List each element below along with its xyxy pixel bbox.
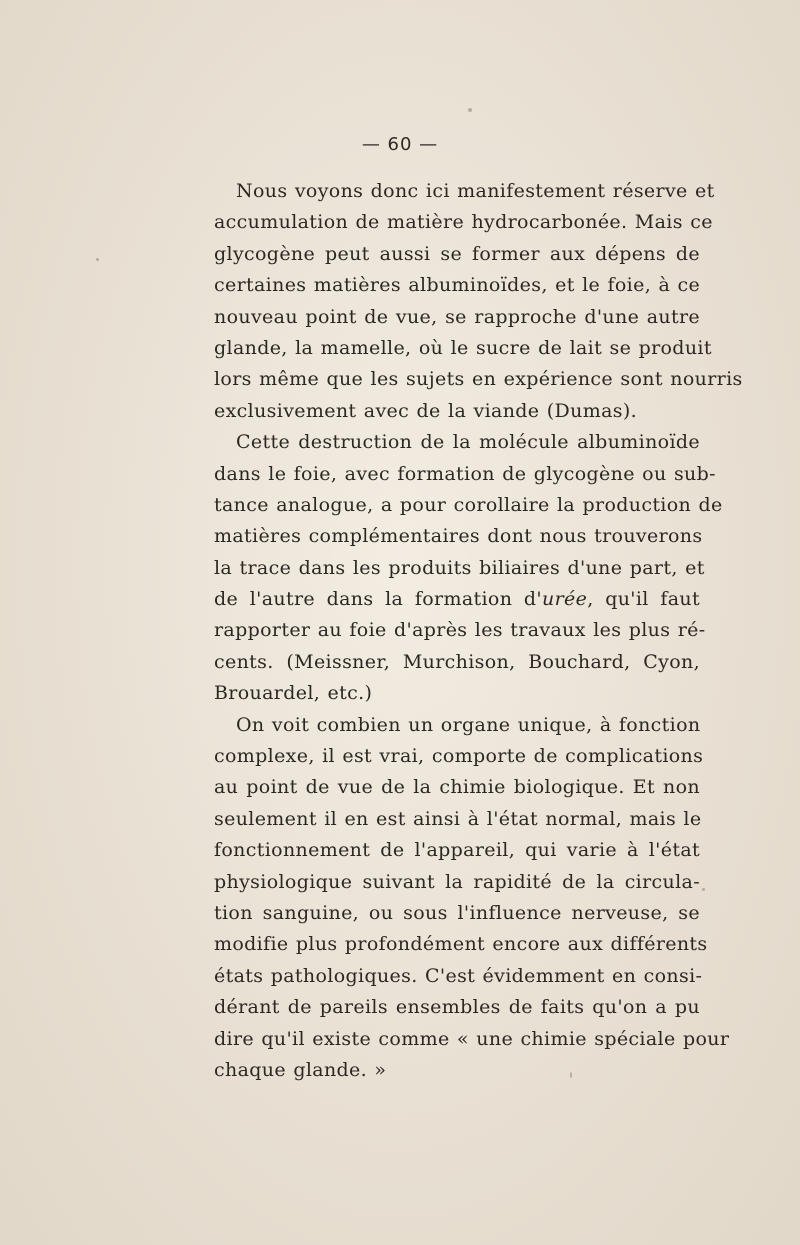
text-line: exclusivement avec de la viande (Dumas).	[214, 399, 638, 422]
text-segment: , qu'il faut	[587, 588, 700, 611]
italic-term: urée	[541, 588, 588, 611]
text-line: nouveau point de vue, se rapproche d'une autre	[214, 305, 700, 328]
text-line: tion sanguine, ou sous l'influence nerveuse, se	[214, 901, 700, 924]
text-line: états pathologiques. C'est évidemment en consi-	[214, 964, 703, 987]
text-line: glycogène peut aussi se former aux dépens de	[214, 242, 700, 265]
text-line: glande, la mamelle, où le sucre de lait se produit	[214, 336, 712, 359]
text-line: fonctionnement de l'appareil, qui varie à l'état	[214, 839, 700, 862]
text-line: chaque glande. »	[214, 1058, 387, 1081]
text-line: rapporter au foie d'après les travaux les plus ré-	[214, 619, 706, 642]
paper-speck	[468, 108, 472, 112]
body-text	[214, 176, 743, 1086]
text-line: complexe, il est vrai, comporte de complications	[214, 745, 704, 768]
paper-speck	[702, 888, 705, 891]
text-line: matières complémentaires dont nous trouverons	[214, 525, 703, 548]
text-segment: de l'autre dans la formation d'	[214, 588, 542, 611]
page-number: — 60 —	[361, 134, 439, 155]
text-line: tance analogue, a pour corollaire la production de	[214, 493, 723, 516]
text-line: lors même que les sujets en expérience sont nourris	[214, 368, 743, 391]
text-line: modifie plus profondément encore aux différents	[214, 933, 708, 956]
text-line	[214, 584, 700, 615]
text-line: Nous voyons donc ici manifestement réserve et	[236, 180, 715, 202]
text-line: seulement il en est ainsi à l'état normal, mais le	[214, 807, 702, 830]
text-line: certaines matières albuminoïdes, et le foie, à ce	[214, 274, 701, 297]
text-line: cents. (Meissner, Murchison, Bouchard, Cyon,	[214, 650, 700, 673]
text-line: Cette destruction de la molécule albuminoïde	[236, 431, 700, 454]
text-line: dans le foie, avec formation de glycogène ou sub-	[214, 462, 716, 485]
paper-speck	[96, 258, 99, 261]
text-line: au point de vue de la chimie biologique. Et non	[214, 776, 700, 799]
text-line: accumulation de matière hydrocarbonée. Mais ce	[214, 211, 713, 234]
text-line: la trace dans les produits biliaires d'une part, et	[214, 556, 705, 579]
text-line: physiologique suivant la rapidité de la circula-	[214, 870, 700, 893]
text-line: On voit combien un organe unique, à fonction	[236, 713, 701, 736]
text-line: dérant de pareils ensembles de faits qu'on a pu	[214, 996, 700, 1019]
text-line: dire qu'il existe comme « une chimie spéciale pour	[214, 1027, 730, 1050]
text-line: Brouardel, etc.)	[214, 682, 373, 705]
